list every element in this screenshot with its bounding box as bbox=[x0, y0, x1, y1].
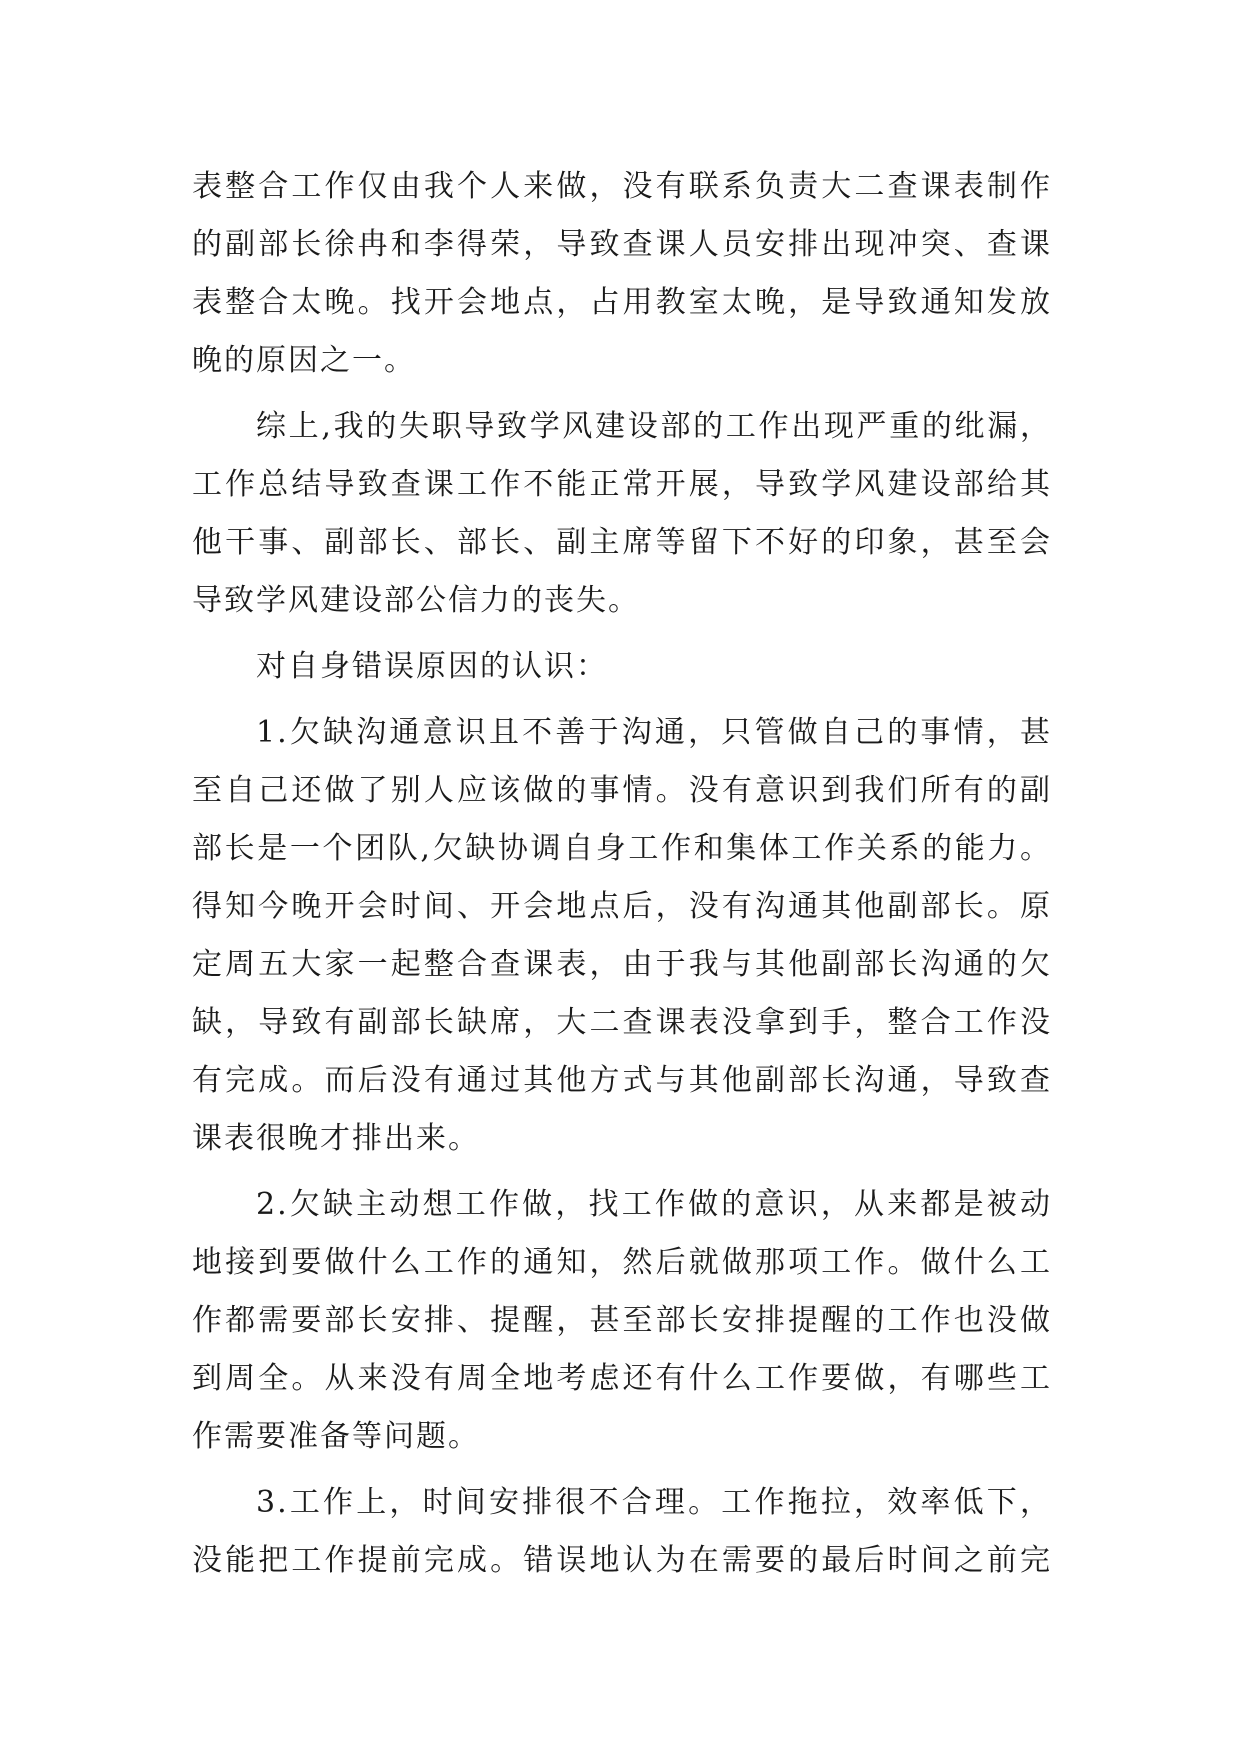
text-line: 导致学风建设部公信力的丧失。 bbox=[192, 583, 640, 618]
text-line: 有完成。而后没有通过其他方式与其他副部长沟通，导致查 bbox=[192, 1063, 1052, 1098]
text-line: 作需要准备等问题。 bbox=[192, 1419, 480, 1454]
text-line: 至自己还做了别人应该做的事情。没有意识到我们所有的副 bbox=[192, 773, 1052, 808]
text-line: 课表很晚才排出来。 bbox=[192, 1121, 480, 1156]
text-line: 3.工作上，时间安排很不合理。工作拖拉，效率低下， bbox=[256, 1485, 1052, 1520]
text-line: 缺，导致有副部长缺席，大二查课表没拿到手，整合工作没 bbox=[192, 1005, 1052, 1040]
text-line: 工作总结导致查课工作不能正常开展，导致学风建设部给其 bbox=[192, 467, 1052, 502]
text-line: 2.欠缺主动想工作做，找工作做的意识，从来都是被动 bbox=[256, 1187, 1052, 1222]
paragraph bbox=[192, 398, 1052, 630]
text-line: 晚的原因之一。 bbox=[192, 343, 416, 378]
section-heading: 对自身错误原因的认识： bbox=[256, 649, 608, 684]
text-line: 表整合太晚。找开会地点，占用教室太晚，是导致通知发放 bbox=[192, 285, 1052, 320]
paragraph bbox=[192, 1474, 1052, 1590]
document-body bbox=[192, 158, 1052, 1590]
text-line: 没能把工作提前完成。错误地认为在需要的最后时间之前完 bbox=[192, 1543, 1052, 1578]
text-line: 作都需要部长安排、提醒，甚至部长安排提醒的工作也没做 bbox=[192, 1303, 1052, 1338]
paragraph bbox=[192, 158, 1052, 390]
paragraph bbox=[192, 704, 1052, 1168]
text-line: 综上,我的失职导致学风建设部的工作出现严重的纰漏， bbox=[256, 409, 1052, 444]
text-line: 他干事、副部长、部长、副主席等留下不好的印象，甚至会 bbox=[192, 525, 1052, 560]
text-line: 表整合工作仅由我个人来做，没有联系负责大二查课表制作 bbox=[192, 169, 1052, 204]
text-line: 地接到要做什么工作的通知，然后就做那项工作。做什么工 bbox=[192, 1245, 1052, 1280]
text-line: 的副部长徐冉和李得荣，导致查课人员安排出现冲突、查课 bbox=[192, 227, 1052, 262]
paragraph bbox=[192, 1176, 1052, 1466]
text-line: 1.欠缺沟通意识且不善于沟通，只管做自己的事情，甚 bbox=[256, 715, 1052, 750]
paragraph bbox=[192, 638, 1052, 696]
text-line: 定周五大家一起整合查课表，由于我与其他副部长沟通的欠 bbox=[192, 947, 1052, 982]
text-line: 部长是一个团队,欠缺协调自身工作和集体工作关系的能力。 bbox=[192, 831, 1052, 866]
text-line: 得知今晚开会时间、开会地点后，没有沟通其他副部长。原 bbox=[192, 889, 1052, 924]
text-line: 到周全。从来没有周全地考虑还有什么工作要做，有哪些工 bbox=[192, 1361, 1052, 1396]
